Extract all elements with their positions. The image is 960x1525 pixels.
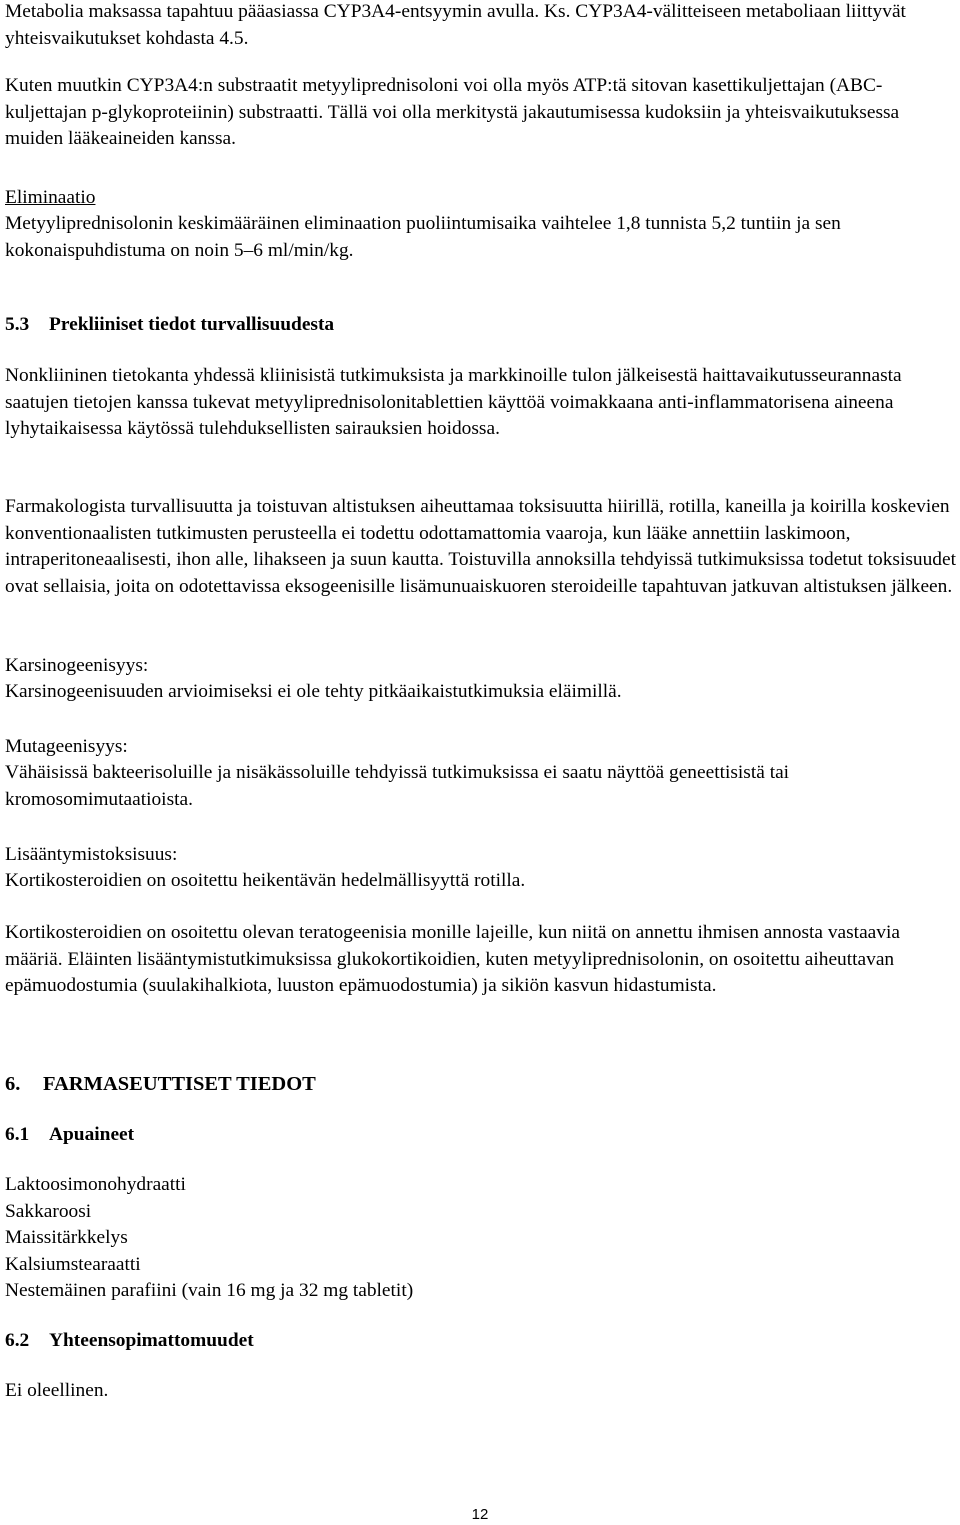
teratogenicity-paragraph: Kortikosteroidien on osoitettu olevan teratogeenisia monille lajeille, kun niitä on annettu ihmisen annosta vastaavia määriä. Eläinten lisääntymistutkimuksissa glukokortikoidien, kuten metyyliprednisolonin, on osoitettu aiheuttavan epämuodostumia (suulakihalkiota, luuston epämuodostumia) ja sikiön kasvun hidastumista. [5, 922, 900, 997]
section-6-2-title: Yhteensopimattomuudet [49, 1330, 254, 1351]
section-5-3-title: Prekliiniset tiedot turvallisuudesta [49, 314, 335, 335]
reproductive-toxicity-label: Lisääntymistoksisuus: [5, 844, 178, 865]
transporter-paragraph: Kuten muutkin CYP3A4:n substraatit metyyliprednisoloni voi olla myös ATP:tä sitovan kasettikuljettajan (ABC-kuljettajan p-glykoproteiinin) substraatti. Tällä voi olla merkitystä jakautumisessa kudoksiin ja yhteisvaikutuksessa muiden lääkeaineiden kanssa. [5, 75, 900, 150]
section-6-heading [5, 1071, 316, 1098]
section-5-3-heading [5, 312, 334, 339]
list-item: Laktoosimonohydraatti [5, 1174, 186, 1195]
list-item: Maissitärkkelys [5, 1227, 128, 1249]
section-6-1-number: 6.1 [5, 1124, 30, 1145]
mutagenicity-label: Mutageenisyys: [5, 736, 128, 757]
list-item: Kalsiumstearaatti [5, 1253, 141, 1275]
reproductive-toxicity-text: Kortikosteroidien on osoitettu heikentävän hedelmällisyyttä rotilla. [5, 870, 526, 891]
list-item: Nestemäinen parafiini (vain 16 mg ja 32 mg tabletit) [5, 1280, 414, 1302]
metabolism-paragraph: Metabolia maksassa tapahtuu pääasiassa CYP3A4-entsyymin avulla. Ks. CYP3A4-välitteiseen metaboliaan liittyvät yhteisvaikutukset kohdasta 4.5. [5, 1, 906, 49]
section-6-1-heading [5, 1122, 134, 1149]
excipients-list [5, 1172, 413, 1305]
section-6-1-title: Apuaineet [49, 1124, 135, 1145]
section-6-2-number: 6.2 [5, 1330, 30, 1351]
mutagenicity-text: Vähäisissä bakteerisoluille ja nisäkässoluille tehdyissä tutkimuksissa ei saatu näyttöä geneettisistä tai kromosomimutaatioista. [5, 762, 790, 810]
section-6-number: 6. [5, 1073, 21, 1095]
section-5-3-number: 5.3 [5, 314, 30, 335]
carcinogenicity-text: Karsinogeenisuuden arvioimiseksi ei ole tehty pitkäaikaistutkimuksia eläimillä. [5, 681, 622, 702]
page-number: 12 [471, 1506, 489, 1523]
preclinical-paragraph-2: Farmakologista turvallisuutta ja toistuvan altistuksen aiheuttamaa toksisuutta hiirillä, rotilla, kaneilla ja koirilla koskevien konventionaalisten tutkimusten perusteella ei todettu odottamattomia vaaroja, kun lääke annettiin laskimoon, intraperitoneaalisesti, ihon alle, lihakseen ja suun kautta. Toistuvilla annoksilla tehdyissä tutkimuksissa todetut toksisuudet ovat sellaisia, joita on odotettavissa eksogeenisille lisämunuaiskuoren steroideille tapahtuvan jatkuvan altistuksen jälkeen. [5, 496, 956, 597]
incompatibilities-text: Ei oleellinen. [5, 1380, 109, 1401]
list-item: Sakkaroosi [5, 1200, 92, 1222]
section-6-2-heading [5, 1328, 254, 1355]
elimination-heading: Eliminaatio [5, 187, 96, 208]
preclinical-paragraph-1: Nonkliininen tietokanta yhdessä kliinisistä tutkimuksista ja markkinoille tulon jälkeisestä haittavaikutusseurannasta saatujen tietojen kanssa tukevat metyyliprednisolonitablettien käyttöä voimakkaana anti-inflammatorisena aineena lyhytaikaisessa käytössä tulehduksellisten sairauksien hoidossa. [5, 365, 902, 440]
section-6-title: FARMASEUTTISET TIEDOT [43, 1073, 316, 1095]
carcinogenicity-label: Karsinogeenisyys: [5, 655, 149, 676]
elimination-paragraph: Metyyliprednisolonin keskimääräinen eliminaation puoliintumisaika vaihtelee 1,8 tunnista 5,2 tuntiin ja sen kokonaispuhdistuma on noin 5–6 ml/min/kg. [5, 213, 841, 261]
